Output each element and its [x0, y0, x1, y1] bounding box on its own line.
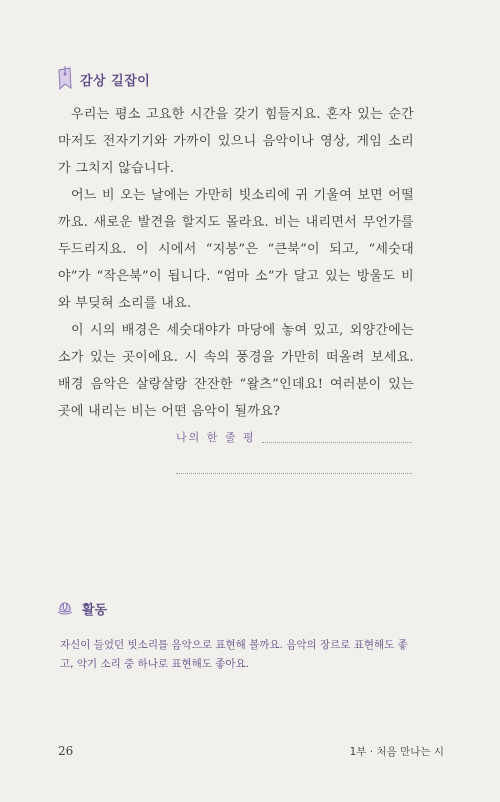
activity-text: 자신이 들었던 빗소리를 음악으로 표현해 볼까요. 음악의 장르로 표현해도 좋고, 악기 소리 중 하나로 표현해도 좋아요.	[60, 639, 408, 670]
bookmark-icon	[56, 66, 74, 92]
activity-title: 활동	[82, 602, 108, 618]
running-title: 1부 · 처음 만나는 시	[349, 746, 444, 758]
guide-paragraph: 이 시의 배경은 세숫대야가 마당에 놓여 있고, 외양간에는 소가 있는 곳이에요. 시 속의 풍경을 가만히 떠올려 보세요. 배경 음악은 살랑살랑 잔잔한 “왈츠”인데요! 여러분이 있는 곳에 내리는 비는 어떤 음악이 될까요?	[58, 323, 414, 419]
guide-paragraph: 어느 비 오는 날에는 가만히 빗소리에 귀 기울여 보면 어떨까요. 새로운 발견을 할지도 몰라요. 비는 내리면서 무언가를 두드리지요. 이 시에서 “지붕”은 “큰북”이 되고, “세숫대야”가 “작은북”이 됩니다. “엄마 소”가 달고 있는 방울도 비와 부딪혀 소리를 내요.	[58, 188, 414, 311]
one-line-review	[176, 427, 412, 474]
page-number: 26	[58, 744, 74, 758]
guide-body	[58, 101, 414, 425]
review-label: 나의 한 줄 평	[176, 431, 256, 444]
guide-paragraph: 우리는 평소 고요한 시간을 갖기 힘들지요. 혼자 있는 순간마저도 전자기기와 가까이 있으니 음악이나 영상, 게임 소리가 그치지 않습니다.	[58, 107, 414, 176]
review-line-2[interactable]	[176, 459, 412, 474]
guide-header	[56, 66, 150, 92]
review-line-1[interactable]	[262, 442, 412, 443]
flower-icon	[56, 600, 74, 616]
activity-header	[56, 598, 107, 618]
guide-title: 감상 길잡이	[80, 73, 151, 89]
